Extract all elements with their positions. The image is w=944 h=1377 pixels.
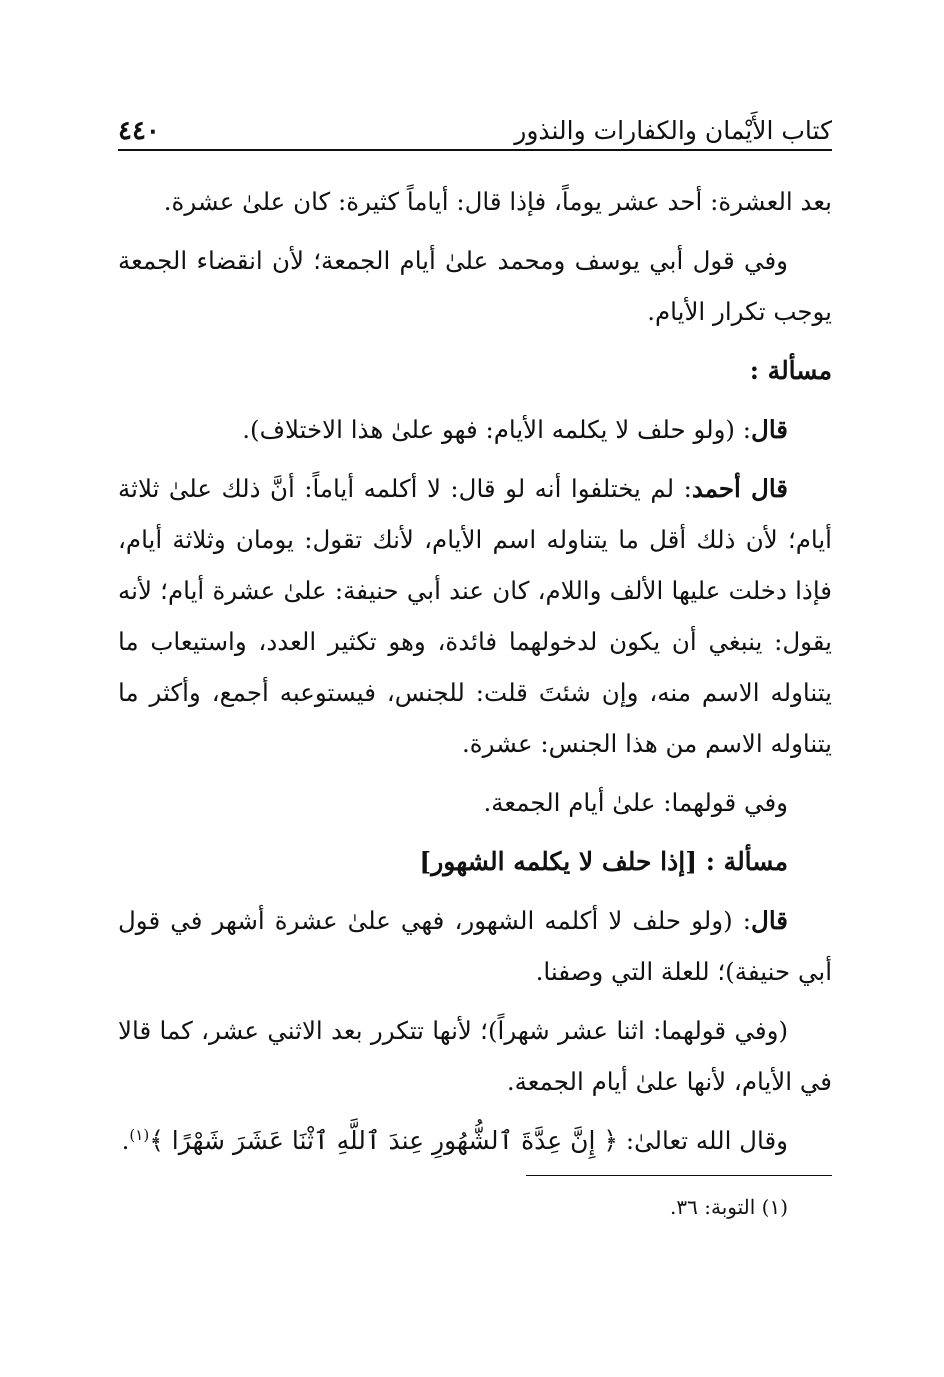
verse-intro: وقال الله تعالىٰ: (618, 1126, 788, 1155)
speaker-label: قال (751, 906, 788, 935)
quran-verse-paragraph (118, 1115, 832, 1166)
paragraph (118, 404, 832, 455)
speaker-label: قال أحمد (691, 474, 789, 503)
paragraph: (وفي قولهما: اثنا عشر شهراً)؛ لأنها تتكرر بعد الاثني عشر، كما قالا في الأيام، لأنها علىٰ أيام الجمعة. (118, 1016, 832, 1096)
paragraph (118, 895, 832, 997)
section-heading: مسألة : [إذا حلف لا يكلمه الشهور] (419, 847, 788, 876)
page-number: ٤٤٠ (118, 116, 160, 146)
verse-end: . (121, 1126, 130, 1155)
paragraph: وفي قولهما: علىٰ أيام الجمعة. (483, 788, 788, 817)
footnote-rule (526, 1175, 832, 1176)
paragraph-text: : لم يختلفوا أنه لو قال: لا أكلمه أياماً: أنَّ ذلك علىٰ ثلاثة أيام؛ لأن ذلك أقل ما يتناوله اسم الأيام، لأنك تقول: يومان وثلاثة أيام، فإذا دخلت عليها الألف واللام، كان عند أبي حنيفة: علىٰ عشرة أيام؛ لأنه يقول: ينبغي أن يكون لدخولهما فائدة، وهو تكثير العدد، واستيعاب ما يتناوله الاسم منه، وإن شئتَ قلت: للجنس، فيستوعبه أجمع، وأكثر ما يتناوله الاسم من هذا الجنس: عشرة. (118, 474, 832, 758)
running-header (118, 108, 832, 148)
paragraph: بعد العشرة: أحد عشر يوماً، فإذا قال: أياماً كثيرة: كان علىٰ عشرة. (163, 187, 832, 216)
footnote: (١) التوبة: ٣٦. (670, 1195, 788, 1219)
paragraph-text: : (ولو حلف لا يكلمه الأيام: فهو علىٰ هذا الاختلاف). (242, 415, 752, 444)
paragraph-text: : (ولو حلف لا أكلمه الشهور، فهي علىٰ عشرة أشهر في قول أبي حنيفة)؛ للعلة التي وصفنا. (118, 906, 832, 986)
book-title: كتاب الأَيْمان والكفارات والنذور (514, 116, 832, 145)
footnote-reference: (١) (129, 1125, 150, 1144)
header-rule (118, 149, 832, 151)
speaker-label: قال (751, 415, 788, 444)
section-heading: مسألة : (749, 356, 832, 385)
quran-verse: ﴿ إِنَّ عِدَّةَ ٱلشُّهُورِ عِندَ ٱللَّهِ ٱثْنَا عَشَرَ شَهْرًا ﴾ (149, 1126, 619, 1155)
main-text (118, 176, 832, 1174)
book-page (118, 0, 832, 1377)
paragraph: وفي قول أبي يوسف ومحمد علىٰ أيام الجمعة؛ لأن انقضاء الجمعة يوجب تكرار الأيام. (118, 246, 832, 326)
paragraph (118, 463, 832, 769)
